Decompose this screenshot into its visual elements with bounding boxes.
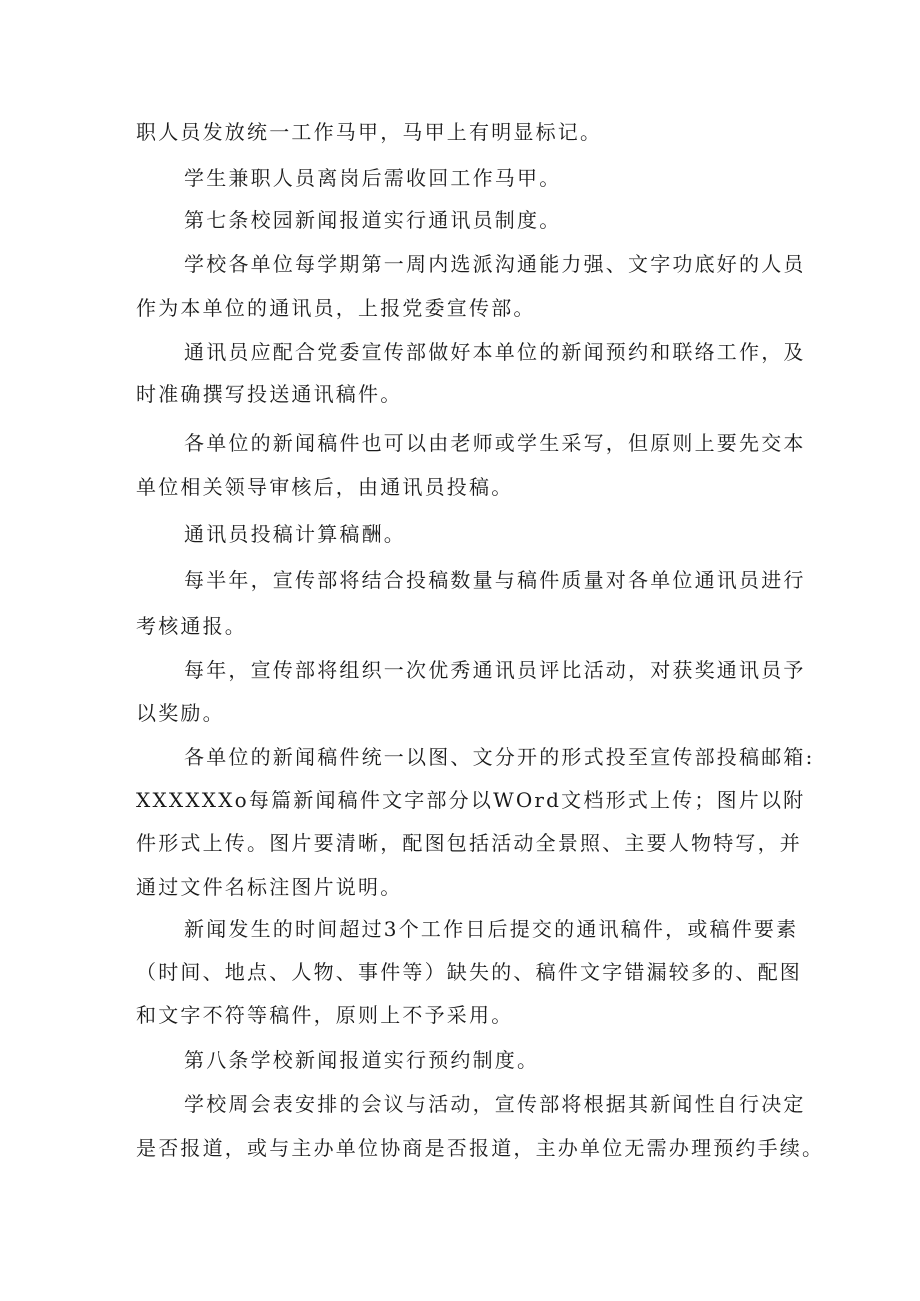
text-line: 第七条校园新闻报道实行通讯员制度。 xyxy=(184,208,562,232)
text-line: 学校周会表安排的会议与活动，宣传部将根据其新闻性自行决定 xyxy=(184,1092,806,1116)
text-line: 各单位的新闻稿件也可以由老师或学生采写，但原则上要先交本 xyxy=(184,431,806,455)
text-line: 学生兼职人员离岗后需收回工作马甲。 xyxy=(184,166,562,190)
text-line: 考核通报。 xyxy=(136,614,247,638)
text-line: 以奖励。 xyxy=(136,701,225,725)
text-line: 职人员发放统一工作马甲，马甲上有明显标记。 xyxy=(136,120,603,144)
text-line: 每年，宣传部将组织一次优秀通讯员评比活动，对获奖通讯员予 xyxy=(184,658,806,682)
text-line: 各单位的新闻稿件统一以图、文分开的形式投至宣传部投稿邮箱: xyxy=(184,745,815,769)
text-line: 通过文件名标注图片说明。 xyxy=(136,875,403,899)
text-line: 新闻发生的时间超过3个工作日后提交的通讯稿件，或稿件要素 xyxy=(184,917,799,941)
text-line: 每半年，宣传部将结合投稿数量与稿件质量对各单位通讯员进行 xyxy=(184,568,806,592)
text-line: 通讯员应配合党委宣传部做好本单位的新闻预约和联络工作，及 xyxy=(184,340,806,364)
text-line: 时准确撰写投送通讯稿件。 xyxy=(136,382,403,406)
text-line: 件形式上传。图片要清晰，配图包括活动全景照、主要人物特写，并 xyxy=(136,831,802,855)
text-line: 通讯员投稿计算稿酬。 xyxy=(184,522,406,546)
text-line: 单位相关领导审核后，由通讯员投稿。 xyxy=(136,475,514,499)
text-line: XXXXXXo每篇新闻稿件文字部分以WOrd文档形式上传；图片以附 xyxy=(136,788,806,812)
text-line: 第八条学校新闻报道实行预约制度。 xyxy=(184,1048,540,1072)
text-line: 是否报道，或与主办单位协商是否报道，主办单位无需办理预约手续。 xyxy=(136,1136,825,1160)
text-line: 和文字不符等稿件，原则上不予采用。 xyxy=(136,1003,514,1027)
text-line: （时间、地点、人物、事件等）缺失的、稿件文字错漏较多的、配图 xyxy=(136,960,802,984)
text-line: 作为本单位的通讯员，上报党委宣传部。 xyxy=(136,296,536,320)
text-line: 学校各单位每学期第一周内选派沟通能力强、文字功底好的人员 xyxy=(184,252,806,276)
